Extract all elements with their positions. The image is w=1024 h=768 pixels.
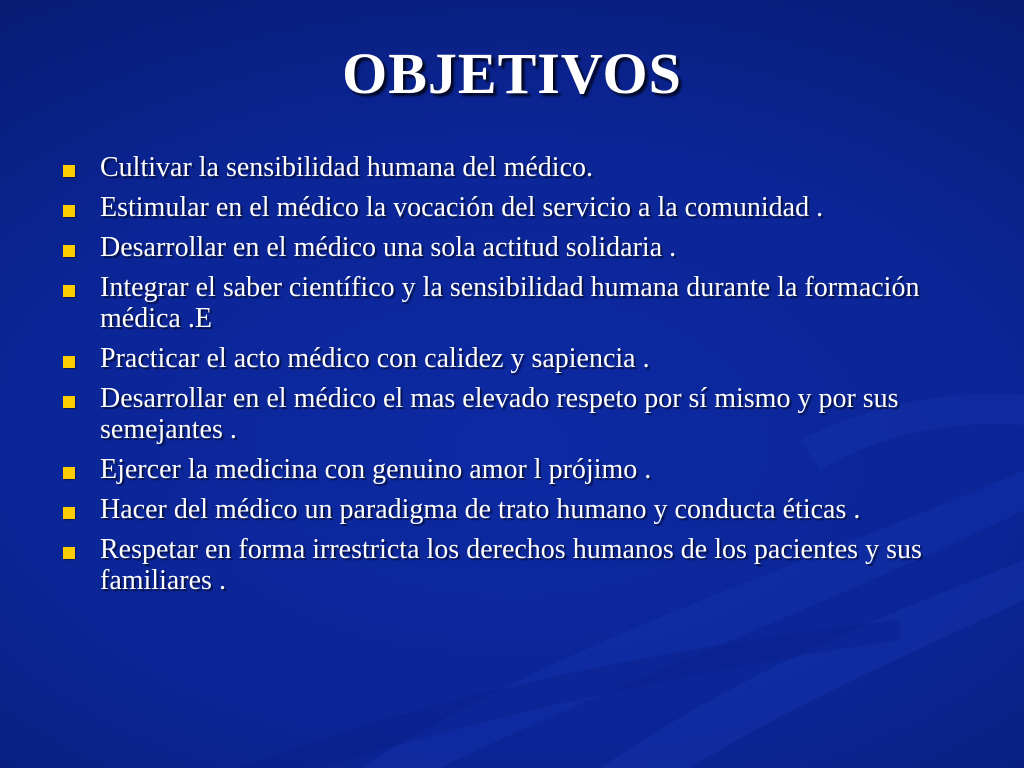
objective-text: Practicar el acto médico con calidez y sapiencia . [100, 343, 650, 374]
objective-text: Estimular en el médico la vocación del servicio a la comunidad . [100, 192, 824, 223]
objective-text: Integrar el saber científico y la sensibilidad humana durante la formación médica .E [100, 272, 920, 334]
objective-text: Hacer del médico un paradigma de trato humano y conducta éticas . [100, 494, 861, 525]
square-bullet-icon [63, 356, 75, 368]
objective-item [0, 232, 1024, 263]
objective-text: Respetar en forma irrestricta los derechos humanos de los pacientes y sus familiares . [100, 534, 922, 596]
square-bullet-icon [63, 396, 75, 408]
objective-item [0, 383, 1024, 445]
square-bullet-icon [63, 165, 75, 177]
objective-item [0, 272, 1024, 334]
square-bullet-icon [63, 205, 75, 217]
square-bullet-icon [63, 507, 75, 519]
objective-item [0, 494, 1024, 525]
objective-item [0, 454, 1024, 485]
square-bullet-icon [63, 547, 75, 559]
objective-text: Desarrollar en el médico una sola actitud solidaria . [100, 232, 677, 263]
objective-item [0, 534, 1024, 596]
slide-title: OBJETIVOS [342, 41, 682, 106]
objective-item [0, 152, 1024, 183]
objective-text: Desarrollar en el médico el mas elevado respeto por sí mismo y por sus semejantes . [100, 383, 899, 445]
objective-text: Cultivar la sensibilidad humana del médico. [100, 152, 593, 183]
square-bullet-icon [63, 467, 75, 479]
objective-text: Ejercer la medicina con genuino amor l prójimo . [100, 454, 652, 485]
objective-item [0, 343, 1024, 374]
objectives-list [0, 152, 1024, 605]
square-bullet-icon [63, 245, 75, 257]
square-bullet-icon [63, 285, 75, 297]
objective-item [0, 192, 1024, 223]
